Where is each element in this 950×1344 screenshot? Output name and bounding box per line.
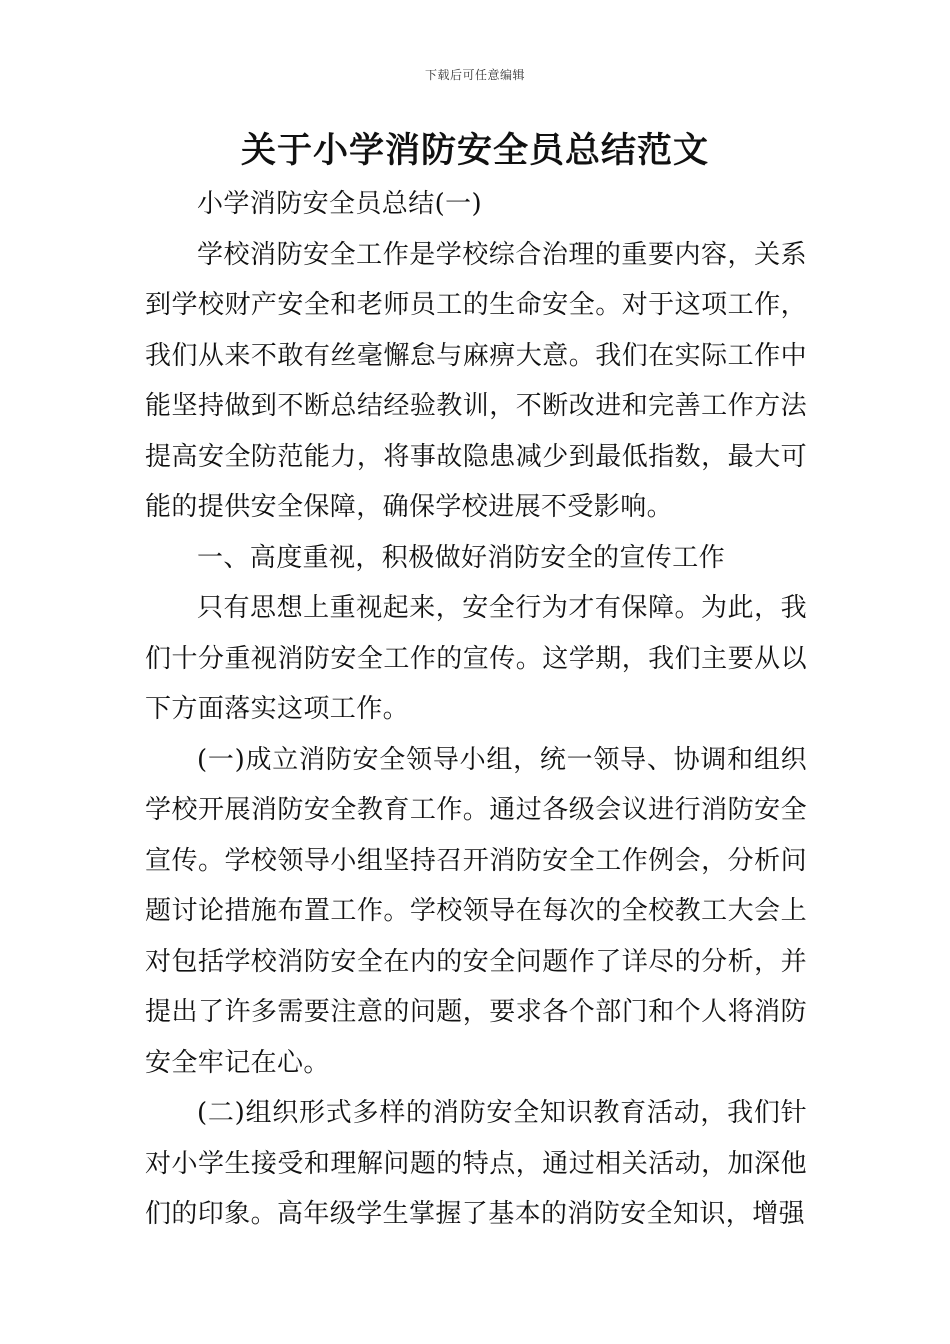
paragraph: 只有思想上重视起来，安全行为才有保障。为此，我们十分重视消防安全工作的宣传。这学期，我们主要从以下方面落实这项工作。: [145, 593, 807, 724]
paragraph-intro: 学校消防安全工作是学校综合治理的重要内容，关系到学校财产安全和老师员工的生命安全。对于这项工作，我们从来不敢有丝毫懈怠与麻痹大意。我们在实际工作中能坚持做到不断总结经验教训，不断改进和完善工作方法提高安全防范能力，将事故隐患减少到最低指数，最大可能的提供安全保障，确保学校进展不受影响。: [145, 239, 807, 522]
section-heading: 一、高度重视，积极做好消防安全的宣传工作: [197, 542, 726, 573]
document-title: 关于小学消防安全员总结范文: [240, 131, 709, 171]
header-note: 下载后可任意编辑: [424, 68, 525, 82]
document-body: [145, 179, 807, 1240]
section-subtitle: 小学消防安全员总结(一): [197, 189, 483, 219]
paragraph: (一)成立消防安全领导小组，统一领导、协调和组织学校开展消防安全教育工作。通过各级会议进行消防安全宣传。学校领导小组坚持召开消防安全工作例会，分析问题讨论措施布置工作。学校领导在每次的全校教工大会上对包括学校消防安全在内的安全问题作了详尽的分析，并提出了许多需要注意的问题，要求各个部门和个人将消防安全牢记在心。: [145, 744, 807, 1078]
paragraph: (二)组织形式多样的消防安全知识教育活动，我们针对小学生接受和理解问题的特点，通过相关活动，加深他们的印象。高年级学生掌握了基本的消防安全知识，增强: [145, 1098, 807, 1229]
